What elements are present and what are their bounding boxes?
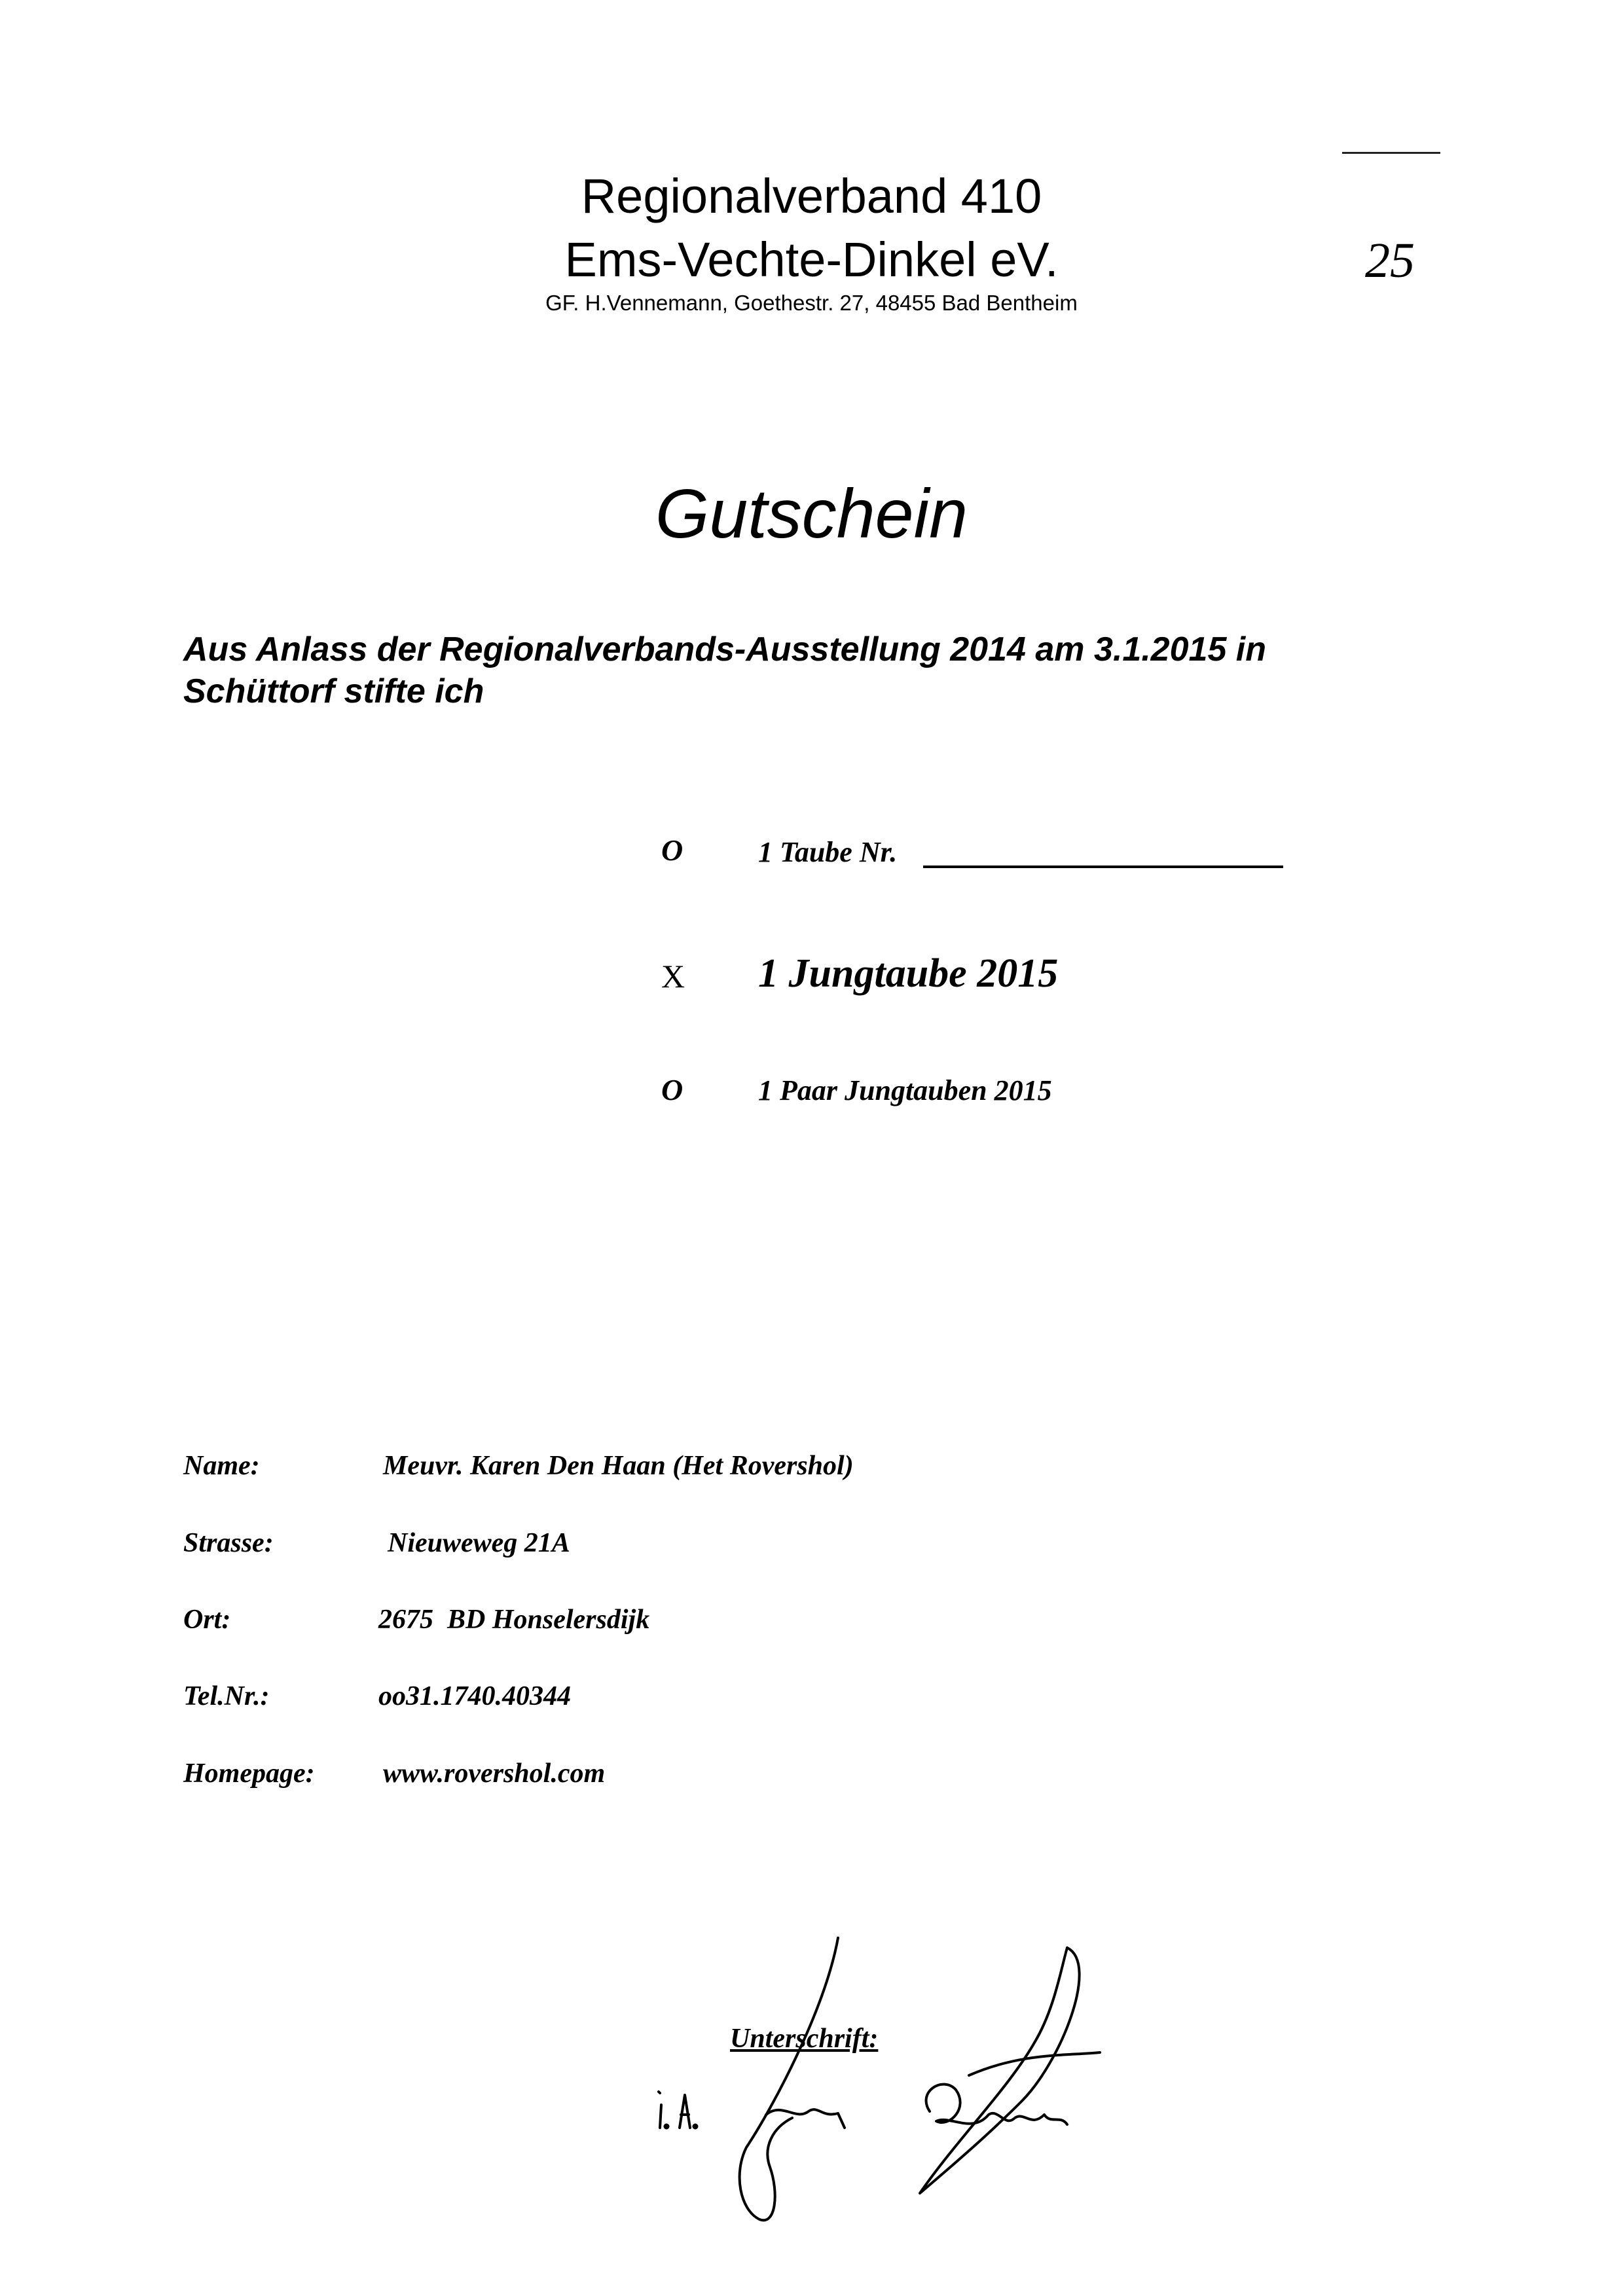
intro-line-1: Aus Anlass der Regionalverbands-Ausstellung 2014 am 3.1.2015 in: [183, 630, 1267, 668]
tel-value: oo31.1740.40344: [378, 1681, 571, 1711]
org-name: Regionalverband 410: [581, 169, 1042, 223]
street-label: Strasse:: [183, 1528, 274, 1558]
org-address: GF. H.Vennemann, Goethestr. 27, 48455 Bad Bentheim: [545, 291, 1078, 315]
homepage-label: Homepage:: [183, 1758, 315, 1789]
handwritten-signature: [642, 1918, 1165, 2259]
option-1-checkbox[interactable]: O: [661, 833, 684, 867]
city-value: 2675 BD Honselersdijk: [378, 1605, 650, 1635]
page-number: 25: [1365, 233, 1415, 288]
homepage-value: www.rovershol.com: [383, 1758, 606, 1789]
signature-label: Unterschrift:: [730, 2024, 879, 2054]
tel-label: Tel.Nr.:: [183, 1681, 270, 1711]
option-3-checkbox[interactable]: O: [661, 1073, 684, 1106]
corner-rule: [1342, 152, 1440, 154]
street-value: Nieuweweg 21A: [388, 1528, 570, 1558]
option-1-fill-line: [923, 866, 1283, 868]
option-2-checkbox[interactable]: X: [661, 958, 685, 994]
option-1-label: 1 Taube Nr.: [758, 836, 898, 868]
name-value: Meuvr. Karen Den Haan (Het Rovershol): [383, 1451, 854, 1481]
city-label: Ort:: [183, 1605, 231, 1635]
name-label: Name:: [183, 1451, 260, 1481]
intro-text: [183, 629, 1460, 712]
org-subname: Ems-Vechte-Dinkel eV.: [564, 232, 1059, 287]
intro-line-2: Schüttorf stifte ich: [183, 672, 484, 710]
option-3-label: 1 Paar Jungtauben 2015: [758, 1074, 1052, 1106]
option-2-label: 1 Jungtaube 2015: [758, 951, 1059, 996]
page-title: Gutschein: [655, 475, 968, 553]
